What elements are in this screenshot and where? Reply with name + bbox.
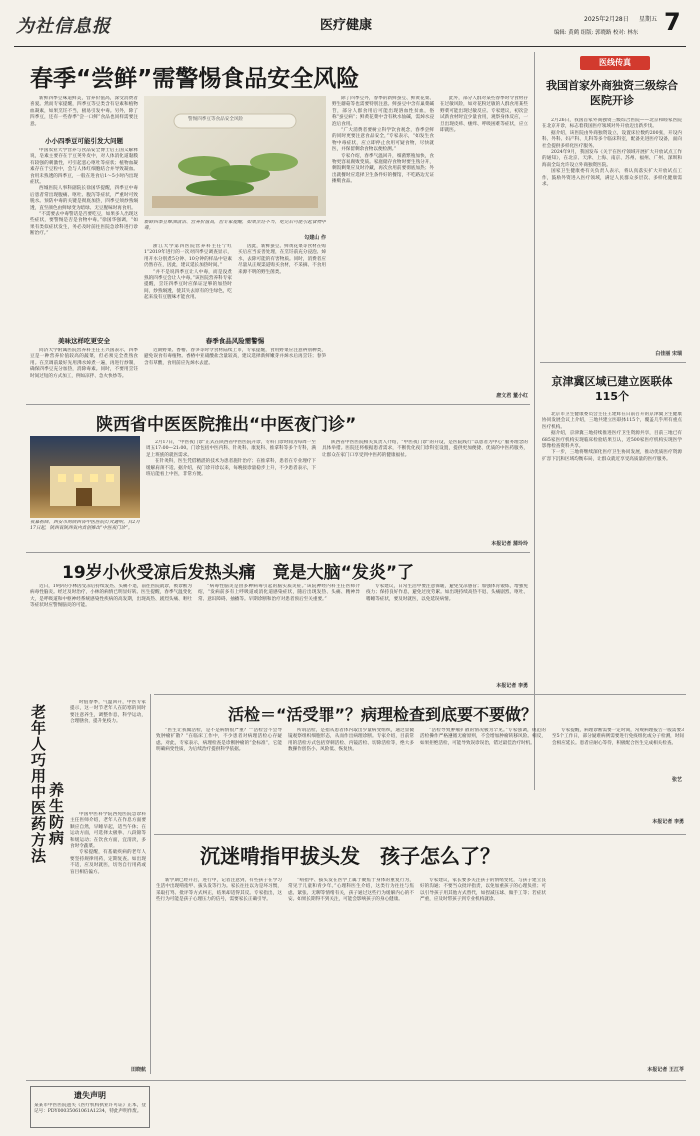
art1-p8: “并不是说四季豆让人中毒，而是没煮熟的四季豆会让人中毒。”该医院营养科专家提醒，烹饪四季豆时应保证足够的加热时间，炒熟焖透，使其失去原有的生绿色，吃起来没有豆腥味才能食用。 <box>144 269 232 301</box>
art5-col2 <box>288 878 414 1074</box>
art2-caption: 夜幕初降，西安市的陕西省中医医院灯火通明。自2月17日起，陕西省陕西省内首创推出“中医夜门诊”。 <box>30 520 140 532</box>
art1-p12: 专家介绍，春季气温回升，细菌繁殖加快，食物更容易腐败变质。家庭储存食物时要生熟分开，剩饭剩菜应及时冷藏，再次食用前要彻底加热；外出就餐时应选择卫生条件好的餐馆，不吃路边无证摊贩食品。 <box>332 153 434 185</box>
art4-p2: 所谓活检，是指从患者体内取出少量病变组织，通过显微镜观察组织细胞形态，从而作出病理诊断。专家介绍，目前常用的活检方式包括穿刺活检、内镜活检、切除活检等，绝大多数操作创伤小、风险低、恢复快。 <box>288 728 414 753</box>
art6-body-top <box>70 700 146 810</box>
art1-col3 <box>238 244 326 332</box>
divider-right-column <box>534 52 535 790</box>
art6-body-bottom <box>70 812 146 1068</box>
art4-col1 <box>156 728 282 824</box>
hospital-night-illustration <box>30 436 140 518</box>
editor-line: 编辑: 黄鹤 组版: 郭晓路 校对: 林东 <box>554 30 639 36</box>
art1-subhead-1: 小小四季豆可能引发大问题 <box>45 137 123 145</box>
notice-body: 某某市中医医院遗失《医疗机构执业许可证》正本，登记号：PDY00035061061A1234，特此声明作废。 <box>34 1103 146 1115</box>
divider-left-column <box>150 694 151 1074</box>
art1-p7: 除了四季豆外，春季的新鲜蚕豆、鲜黄花菜、野生蘑菇等也需要特别注意。鲜蚕豆中含有巢菜碱苷，部分人群食用后可能出现溶血性贫血，俗称“蚕豆病”；鲜黄花菜中含有秋水仙碱，需焯水浸泡后食用。 <box>332 96 434 127</box>
art1-p10: 近期野菜、香椿、春笋等时令食材陆续上市，专家提醒，食用野菜应注意辨别种类，避免误食有毒植物。香椿中亚硝酸盐含量较高，建议选择新鲜嫩芽并焯水后再烹饪；春笋含有草酸，食用前应先焯水去涩。 <box>144 348 326 366</box>
art3-top-rule <box>26 552 530 553</box>
art2-p1: 2月17日，“中医夜门诊”正式在陕西省中医医院开诊，专科门诊时间为每周一至周五17:00—21:00。门诊包括中医内科、针灸科、康复科、推拿科等多个专科，满足上班族的就医需求。 <box>146 440 316 458</box>
art1-col1-c <box>30 348 138 404</box>
page-number: 7 <box>664 8 681 36</box>
news-item1-p1: 2月26日，我国首家外商独资三级综合医院——北京和睦家医院在北京开诊，标志着我国医疗领域对外开放迈出新步伐。 <box>542 118 682 130</box>
masthead <box>14 8 686 44</box>
news-item2-body <box>542 412 682 772</box>
art1-p2: 中国农业大学营养与食品安全博士后王国义解释说，皂素主要存在于豆荚外皮中，对人体消化道黏膜有较强的刺激性，可引起恶心呕吐等症状；植物血凝素存在于豆粒中，会与人体红细胞结合并导致凝血。食用未熟透的四季豆，一般在进食后1～5小时内出现症状。 <box>30 148 138 186</box>
news-item2-p1: 北京市卫生健康委员会主任王建辉在日前召开的京津冀卫生健康协同发展会议上介绍，三地共建立医联体115个，覆盖几乎所有重点医疗机构。 <box>542 412 682 430</box>
art6-title-left: 养生防病 <box>47 782 65 846</box>
art5-p3: 专家建议，家长要多关注孩子的情绪变化，与孩子建立良好的沟通；不要当众批评指责，以免加重孩子的心理负担；可以引导孩子用其他方式替代，如捏减压球、做手工等；若症状严重，应及时带孩子到专业机构就诊。 <box>420 878 546 903</box>
notice-title: 遗失声明 <box>74 1091 106 1100</box>
news-item2-p2: 据介绍，京津冀三地持续推进医疗卫生资源共享，目前三地已有685家医疗机构实现临床检验结果互认，近500家医疗机构实现医学影像检查资料共享。 <box>542 431 682 450</box>
art2-col2 <box>322 440 528 536</box>
news-item1-title <box>542 78 682 108</box>
art3-col2 <box>198 584 360 688</box>
art1-p3: 西城医院人事科副院长徐国华提醒，四季豆中毒后患者常出现腹痛、呕吐、腹泻等症状，严重时可致脱水。预防中毒的关键是彻底加热，四季豆须炒熟焖透，直至颜色由鲜绿变为暗绿、无豆腥味时再食用。 <box>30 186 138 211</box>
art2-col1 <box>146 440 316 548</box>
notice-box <box>30 1086 150 1128</box>
art1-p1: 新鲜四季豆味道鲜美，营养价值高，深受消费者喜爱。然而专家提醒，四季豆等豆类含有皂素和植物血凝素，如果烹饪不当，极易引发中毒。另外，除了四季豆，还有一些春季“尝一口鲜”食品也同样需要注意。 <box>30 96 138 127</box>
art1-subhead-3: 春季食品风险需警惕 <box>205 337 265 345</box>
news-divider <box>540 362 686 363</box>
art1-col2-b <box>144 348 326 404</box>
news-item1-byline: 白佳丽 宋瑞 <box>655 351 682 357</box>
art4-p3: “活检导致肿瘤扩散的情况极为罕见。”专家强调，规范的活检操作严格遵循无瘤原则，不会增加肿瘤转移风险。相反，如果拒绝活检，可能导致误诊误治，错过最佳治疗时机。 <box>420 728 546 746</box>
paper-name: 为社信息报 <box>16 16 111 37</box>
art4-col4 <box>552 728 684 816</box>
art3-byline: 本报记者 李勇 <box>496 683 528 689</box>
news-item1-p2: 据介绍，该医院由外商独资设立，设置床位数约200张，开设内科、外科、妇产科、儿科等多个临床科室，配备先进医疗设备，面向社会提供多样化医疗服务。 <box>542 130 682 149</box>
art1-col4 <box>332 96 434 396</box>
art1-p6: 浙江大学第四医院营养科主任宁红1“2019年进行的一次对四季豆调查显示，用开水分别煮5分钟、10分钟的样品中皂素仍然存在，因此，建议延长加热时间。” <box>144 244 232 269</box>
news-badge-label: 医线传真 <box>599 58 631 67</box>
art1-photo <box>144 96 326 216</box>
art1-byline: 唐文君 董小红 <box>496 393 528 399</box>
section-title: 医疗健康 <box>320 18 373 33</box>
notice-top-rule <box>26 1080 686 1081</box>
news-item1-p4: 国家卫生健康委有关负责人表示，将认真落实扩大开放试点工作，鼓励外资进入医疗领域，满足人民群众多层次、多样化健康需求。 <box>542 169 682 188</box>
news-item2-p3: 下一步，三地将继续深化医疗卫生协同发展，推动优质医疗资源扩容下沉和区域均衡布局，让群众就近享受高质量的医疗服务。 <box>542 450 682 462</box>
art5-p1: 新学期已经开启，进行中，记者注意到，有些孩子在学习生活中出现啃指甲、拔头发等行为。家长往往以为是坏习惯，采取打骂、批评等方式纠正，结果却适得其反。专家指出，这些行为可能是孩子心理压力的信号，需要家长正确引导。 <box>156 878 282 903</box>
news-item2-title <box>542 374 682 404</box>
weekday: 星期五 <box>639 16 658 23</box>
art3-p3: 专家建议，日常生活中要注意保暖，避免受凉感冒；加强体育锻炼，增强免疫力；保持良好作息，避免过度劳累。如出现持续高热不退、头痛剧烈、呕吐、嗜睡等症状，要及时就医，以免延误病情。 <box>366 584 528 602</box>
art2-byline: 本报记者 蒲玲玲 <box>491 541 528 547</box>
art1-col5 <box>440 96 528 388</box>
art6-p3: 专家提醒，有基础疾病的老年人要坚持规律用药，定期复查。如出现不适，应及时就医，切勿自行用药或盲目相信偏方。 <box>70 850 146 875</box>
art1-p5: 同济大学附属医院营养科主任王兴国表示，四季豆是一种营养价值较高的蔬菜，但必须完全煮熟食用。在烹调前最好先用沸水焯煮一遍，再进行炒制，确保四季豆充分加热，消除毒素。同时，不要用烹饪时间过短的方式加工，例如凉拌、急火快炒等。 <box>30 348 138 379</box>
art1-title: 春季“尝鲜”需警惕食品安全风险 <box>30 66 360 92</box>
art3-p1: 近日，19岁的小林因受凉后持续发热、头痛不退，前往医院就诊，被诊断为病毒性脑炎。经过及时治疗，小林的病情已明显好转。医生提醒，春季气温变化大，是呼吸道和中枢神经系统感染性疾病的高发期，出现高热、剧烈头痛、呕吐等症状时应警惕脑炎的可能。 <box>30 584 192 609</box>
art5-byline: 本报记者 王江苓 <box>647 1067 684 1073</box>
art1-col1-a <box>30 96 138 132</box>
art6-byline: 田晓航 <box>130 1067 146 1073</box>
art5-top-rule <box>154 834 686 835</box>
art5-col1 <box>156 878 282 1074</box>
art1-p13: 此外，部分人群对某些春季时令食材存在过敏风险，如对花粉过敏的人群食用某些野菜可能出现过敏反应。专家建议，初次尝试新食材时宜少量食用，观察身体反应，一旦出现皮疹、瘙痒、呼吸困难等症状，应立即就医。 <box>440 96 528 134</box>
art1-caption-credit: 勾建山 作 <box>304 235 326 241</box>
date-line: 2025年2月28日 <box>584 16 629 23</box>
news-badge <box>580 56 650 70</box>
art4-byline: 本报记者 李勇 <box>652 819 684 825</box>
art5-col4-space <box>552 878 684 1064</box>
news-item1-body <box>542 118 682 346</box>
art1-p11: “广大消费者要树立科学饮食观念，春季尝鲜的同时更要注意食品安全，”专家表示，“如发生食物中毒症状，应立即停止食用可疑食物，尽快就医，并保留剩余食物以便检测。” <box>332 128 434 153</box>
art2-p2: 在针灸科，医生凭借精湛的技术为患者施针治疗；在推拿科，患者在专业理疗下缓解肩颈不适。据介绍，夜门诊开诊以来，每晚接诊量稳步上升，不少患者表示，下班后能看上中医，非常方便。 <box>146 459 316 478</box>
art2-p3: 陕西省中医医院相关负责人介绍，“中医夜门诊”的开设，是医院践行“以患者为中心”服务理念的具体举措。医院还将根据患者需求，不断优化夜门诊科室设置，提供更加便捷、优质的中医药服务，让群众在家门口享受到中医药的健康福祉。 <box>322 440 528 458</box>
art1-p9: 因此，新鲜蚕豆、鲜黄花菜等食材在购买后应当妥善处理，在烹饪前充分浸泡、焯水，去除可能的有害物质。同时，消费者应尽量从正规渠道购买食材，不采摘、不食用来源不明的野生菌类。 <box>238 244 326 275</box>
art1-subhead-2: 美味这样吃更安全 <box>58 337 110 345</box>
art6-title-right: 老年人巧用中医药方法 <box>29 704 47 864</box>
art4-col2 <box>288 728 414 824</box>
art2-title: 陕西省中医医院推出“中医夜门诊” <box>96 415 357 435</box>
art3-col3 <box>366 584 528 680</box>
art6-p2: 中国中医科学院西苑医院急诊科主任医师介绍，老年人在作息方面要顺应自然，早睡早起，适当午休；在运动方面，可选择太极拳、八段锦等和缓运动；在饮食方面，宜清淡，多食时令蔬菜。 <box>70 812 146 850</box>
art2-top-rule <box>26 404 530 405</box>
news-item1-p3: 2024年9月，我国发布《关于在医疗领域开展扩大开放试点工作的通知》，在北京、天津、上海、南京、苏州、福州、广州、深圳和海南全岛允许设立外商独资医院。 <box>542 150 682 168</box>
news-item2-byline: 张艺 <box>671 777 682 783</box>
art4-col3 <box>420 728 546 824</box>
news-item2-title-text: 京津冀区域已建立医联体115个 <box>551 375 673 403</box>
art1-col1-b <box>30 148 138 332</box>
art1-p4: “不需要去中毒警话是否要吃豆，如果多人出现这些症状，要警惕是否是食物中毒。”徐国华强调，“如果有类似症状发生，务必及时前往医院急诊科进行诊断治疗。” <box>30 212 138 237</box>
art3-p2: “病毒性脑炎是由多种病毒引起的脑实质炎症。”该院神经内科主任医师介绍，“发病前多有上呼吸道或消化道感染症状，随后出现发热、头痛、精神异常、意识障碍、抽搐等。早期诊断和治疗对患者预后至关重要。” <box>198 584 360 602</box>
art5-col3 <box>420 878 546 1074</box>
news-item1-title-text: 我国首家外商独资三级综合医院开诊 <box>546 79 678 107</box>
art1-caption: 新鲜四季豆维油清洁、营养价值高，但专家提醒，如果烹饪不当，吃完后可能引起食物中毒。 <box>144 220 326 232</box>
art2-photo <box>30 436 140 518</box>
art6-p1: 时值春季，气温回升，中医专家提示，这一时节老年人在防寒的同时要注意养生，调整作息，科学运动，合理膳食，提升免疫力。 <box>70 700 146 725</box>
art5-title: 沉迷啃指甲拔头发 孩子怎么了？ <box>200 844 500 868</box>
photo-note: 警惕四季豆等食品安全风险 <box>188 117 244 122</box>
vegetable-illustration <box>144 96 326 216</box>
art3-col1 <box>30 584 192 688</box>
art4-p1: “医生让我做活检，是不是病情很严重？”“活检会不会导致肿瘤扩散？”在临床工作中，不少患者对病理活检心存疑虑。对此，专家表示，病理检查是诊断肿瘤的“金标准”，它能明确病变性质，为后续治疗提供科学依据。 <box>156 728 282 753</box>
art4-top-rule <box>154 694 686 695</box>
art5-p2: “啃指甲、拔头发在医学上属于聚焦于身体的重复行为，常见于儿童和青少年。”心理科医生介绍，这类行为往往与焦虑、紧张、无聊等情绪有关，孩子通过这些行为缓解内心的不安。如果长期得不到关注，可能会影响孩子的身心健康。 <box>288 878 414 903</box>
art4-p4: 专家提醒，病理诊断需要一定时间，常规病理报告一般需要3至5个工作日，部分疑难病例需要进行免疫组化或分子检测，时间会相应延长。患者应耐心等待，积极配合医生完成相关检查。 <box>552 728 684 746</box>
art1-col2 <box>144 244 232 332</box>
masthead-rule <box>14 46 686 47</box>
art3-title: 19岁小伙受凉后发热头痛 竟是大脑“发炎”了 <box>62 563 415 583</box>
art4-title: 活检＝“活受罪”？病理检查到底要不要做？ <box>228 705 538 724</box>
